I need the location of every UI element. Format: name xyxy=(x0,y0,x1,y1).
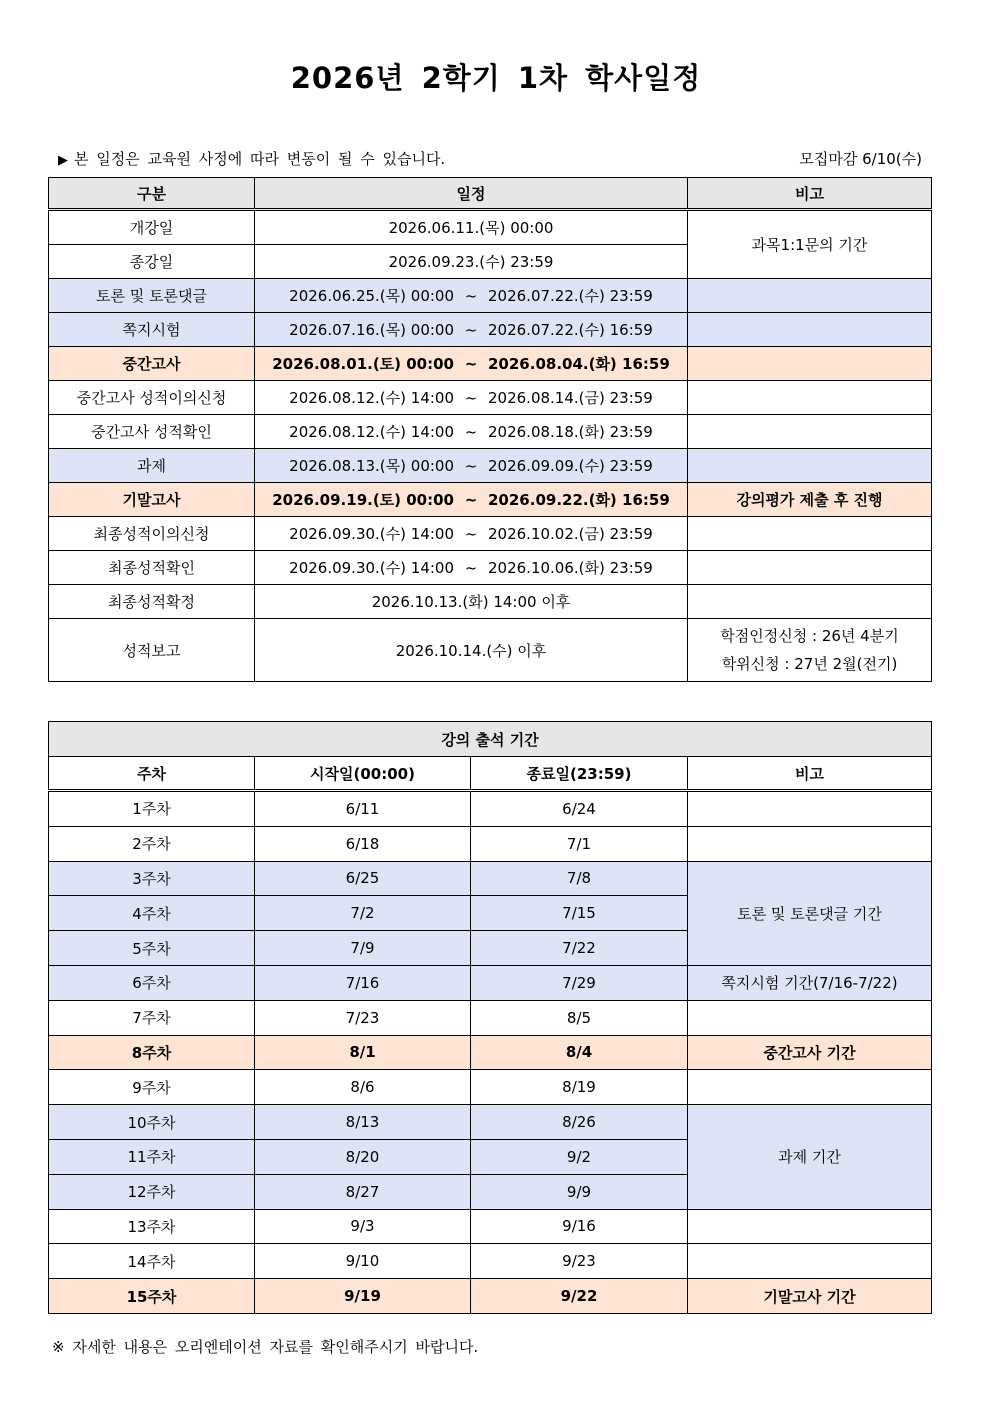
week-note: 기말고사 기간 xyxy=(688,1279,932,1314)
schedule-row xyxy=(49,210,932,245)
schedule-category: 개강일 xyxy=(49,210,255,245)
week-end: 7/29 xyxy=(471,965,688,1000)
schedule-category: 종강일 xyxy=(49,245,255,279)
schedule-note xyxy=(688,619,932,682)
week-start: 9/10 xyxy=(255,1244,471,1279)
week-row xyxy=(49,1244,932,1279)
schedule-category: 최종성적확정 xyxy=(49,585,255,619)
schedule-note xyxy=(688,449,932,483)
week-end: 8/5 xyxy=(471,1000,688,1035)
range-separator: ~ xyxy=(464,355,478,373)
schedule-category: 최종성적확인 xyxy=(49,551,255,585)
schedule-row xyxy=(49,585,932,619)
week-week: 2주차 xyxy=(49,826,255,861)
range-start: 2026.08.01.(토) 00:00 xyxy=(272,355,454,373)
range-separator: ~ xyxy=(464,287,478,305)
week-start: 9/19 xyxy=(255,1279,471,1314)
header-note: 비고 xyxy=(688,178,932,210)
week-week: 7주차 xyxy=(49,1000,255,1035)
schedule-row xyxy=(49,313,932,347)
week-note xyxy=(688,1209,932,1244)
week-start: 7/23 xyxy=(255,1000,471,1035)
week-week: 8주차 xyxy=(49,1035,255,1070)
range-end: 2026.10.06.(화) 23:59 xyxy=(488,559,653,577)
schedule-row xyxy=(49,483,932,517)
range-separator: ~ xyxy=(464,525,478,543)
range-end: 2026.08.18.(화) 23:59 xyxy=(488,423,653,441)
schedule-category: 쪽지시험 xyxy=(49,313,255,347)
week-end: 8/4 xyxy=(471,1035,688,1070)
week-week: 11주차 xyxy=(49,1139,255,1174)
date-range xyxy=(272,353,670,374)
attendance-caption: 강의 출석 기간 xyxy=(49,722,932,757)
week-note: 과제 기간 xyxy=(688,1105,932,1209)
schedule-note xyxy=(688,313,932,347)
schedule-period xyxy=(255,415,688,449)
week-start: 6/18 xyxy=(255,826,471,861)
week-week: 13주차 xyxy=(49,1209,255,1244)
schedule-period xyxy=(255,210,688,245)
schedule-category: 기말고사 xyxy=(49,483,255,517)
week-start: 9/3 xyxy=(255,1209,471,1244)
schedule-period xyxy=(255,551,688,585)
schedule-row xyxy=(49,381,932,415)
week-note xyxy=(688,1000,932,1035)
week-end: 8/19 xyxy=(471,1070,688,1105)
header-start: 시작일(00:00) xyxy=(255,757,471,791)
date-range xyxy=(289,523,653,544)
range-start: 2026.06.25.(목) 00:00 xyxy=(289,287,454,305)
week-start: 8/1 xyxy=(255,1035,471,1070)
date-range xyxy=(272,489,670,510)
week-start: 8/6 xyxy=(255,1070,471,1105)
schedule-category: 최종성적이의신청 xyxy=(49,517,255,551)
schedule-category: 중간고사 성적확인 xyxy=(49,415,255,449)
attendance-table xyxy=(48,721,932,1314)
schedule-category: 과제 xyxy=(49,449,255,483)
schedule-period xyxy=(255,245,688,279)
range-separator: ~ xyxy=(464,389,478,407)
header-note: 비고 xyxy=(688,757,932,791)
week-row xyxy=(49,1279,932,1314)
schedule-row xyxy=(49,279,932,313)
range-start: 2026.08.12.(수) 14:00 xyxy=(289,389,454,407)
week-note xyxy=(688,826,932,861)
date-range xyxy=(289,285,653,306)
schedule-note xyxy=(688,517,932,551)
week-start: 8/20 xyxy=(255,1139,471,1174)
footer-note: ※ 자세한 내용은 오리엔테이션 자료를 확인해주시기 바랍니다. xyxy=(52,1338,479,1356)
week-end: 7/22 xyxy=(471,931,688,966)
schedule-period xyxy=(255,449,688,483)
schedule-row xyxy=(49,415,932,449)
week-week: 4주차 xyxy=(49,896,255,931)
range-end: 2026.10.02.(금) 23:59 xyxy=(488,525,653,543)
date-range xyxy=(289,557,653,578)
week-start: 6/11 xyxy=(255,791,471,827)
schedule-period xyxy=(255,279,688,313)
week-end: 9/16 xyxy=(471,1209,688,1244)
week-row xyxy=(49,791,932,827)
schedule-note xyxy=(688,381,932,415)
range-start: 2026.09.30.(수) 14:00 xyxy=(289,525,454,543)
credit-note: 학점인정신청 : 26년 4분기 xyxy=(720,627,899,645)
week-end: 8/26 xyxy=(471,1105,688,1140)
week-end: 9/22 xyxy=(471,1279,688,1314)
schedule-period xyxy=(255,347,688,381)
schedule-period xyxy=(255,585,688,619)
week-end: 7/1 xyxy=(471,826,688,861)
schedule-note: 강의평가 제출 후 진행 xyxy=(688,483,932,517)
schedule-row xyxy=(49,551,932,585)
range-start: 2026.08.12.(수) 14:00 xyxy=(289,423,454,441)
single-date: 2026.09.23.(수) 23:59 xyxy=(388,253,554,271)
week-note: 쪽지시험 기간(7/16-7/22) xyxy=(688,965,932,1000)
week-row xyxy=(49,1105,932,1140)
schedule-note: 과목1:1문의 기간 xyxy=(688,210,932,279)
single-date: 2026.06.11.(목) 00:00 xyxy=(388,219,554,237)
date-range xyxy=(289,455,653,476)
schedule-period xyxy=(255,381,688,415)
range-end: 2026.09.09.(수) 23:59 xyxy=(488,457,653,475)
range-end: 2026.08.04.(화) 16:59 xyxy=(488,355,670,373)
week-week: 5주차 xyxy=(49,931,255,966)
week-row xyxy=(49,1070,932,1105)
week-row xyxy=(49,861,932,896)
schedule-note xyxy=(688,347,932,381)
schedule-note xyxy=(688,279,932,313)
week-row xyxy=(49,1209,932,1244)
triangle-right-icon: ▶ xyxy=(58,153,68,168)
header-schedule: 일정 xyxy=(255,178,688,210)
attendance-caption-row xyxy=(49,722,932,757)
week-end: 6/24 xyxy=(471,791,688,827)
range-start: 2026.09.30.(수) 14:00 xyxy=(289,559,454,577)
week-week: 1주차 xyxy=(49,791,255,827)
schedule-note xyxy=(688,585,932,619)
week-row xyxy=(49,1000,932,1035)
schedule-row xyxy=(49,449,932,483)
range-end: 2026.08.14.(금) 23:59 xyxy=(488,389,653,407)
range-separator: ~ xyxy=(464,559,478,577)
week-end: 7/8 xyxy=(471,861,688,896)
schedule-category: 성적보고 xyxy=(49,619,255,682)
week-week: 14주차 xyxy=(49,1244,255,1279)
notice-row xyxy=(48,146,922,168)
date-range xyxy=(289,421,653,442)
schedule-period xyxy=(255,619,688,682)
schedule-row xyxy=(49,619,932,682)
notice-text: 본 일정은 교육원 사정에 따라 변동이 될 수 있습니다. xyxy=(74,150,446,168)
range-separator: ~ xyxy=(464,457,478,475)
recruit-deadline: 모집마감 6/10(수) xyxy=(799,150,922,168)
schedule-header-row xyxy=(49,178,932,210)
schedule-period xyxy=(255,483,688,517)
week-start: 8/27 xyxy=(255,1174,471,1209)
week-note: 토론 및 토론댓글 기간 xyxy=(688,861,932,965)
date-range xyxy=(289,387,653,408)
week-week: 9주차 xyxy=(49,1070,255,1105)
single-date: 2026.10.13.(화) 14:00 이후 xyxy=(371,593,571,611)
schedule-table xyxy=(48,177,932,682)
range-start: 2026.07.16.(목) 00:00 xyxy=(289,321,454,339)
week-week: 6주차 xyxy=(49,965,255,1000)
header-end: 종료일(23:59) xyxy=(471,757,688,791)
schedule-category: 중간고사 성적이의신청 xyxy=(49,381,255,415)
week-end: 9/9 xyxy=(471,1174,688,1209)
range-start: 2026.09.19.(토) 00:00 xyxy=(272,491,454,509)
notice xyxy=(58,148,445,169)
week-note: 중간고사 기간 xyxy=(688,1035,932,1070)
week-row xyxy=(49,826,932,861)
week-week: 15주차 xyxy=(49,1279,255,1314)
week-end: 7/15 xyxy=(471,896,688,931)
range-end: 2026.07.22.(수) 16:59 xyxy=(488,321,653,339)
header-category: 구분 xyxy=(49,178,255,210)
schedule-note xyxy=(688,415,932,449)
week-week: 3주차 xyxy=(49,861,255,896)
week-start: 6/25 xyxy=(255,861,471,896)
schedule-period xyxy=(255,313,688,347)
schedule-note xyxy=(688,551,932,585)
week-row xyxy=(49,965,932,1000)
week-end: 9/23 xyxy=(471,1244,688,1279)
week-start: 8/13 xyxy=(255,1105,471,1140)
week-note xyxy=(688,1244,932,1279)
schedule-row xyxy=(49,347,932,381)
week-note xyxy=(688,1070,932,1105)
week-end: 9/2 xyxy=(471,1139,688,1174)
week-row xyxy=(49,1035,932,1070)
attendance-header-row xyxy=(49,757,932,791)
range-start: 2026.08.13.(목) 00:00 xyxy=(289,457,454,475)
range-separator: ~ xyxy=(464,491,478,509)
degree-note: 학위신청 : 27년 2월(전기) xyxy=(721,655,898,673)
week-start: 7/16 xyxy=(255,965,471,1000)
range-separator: ~ xyxy=(464,321,478,339)
week-start: 7/2 xyxy=(255,896,471,931)
page-title: 2026년 2학기 1차 학사일정 xyxy=(290,61,702,95)
schedule-period xyxy=(255,517,688,551)
schedule-category: 토론 및 토론댓글 xyxy=(49,279,255,313)
header-week: 주차 xyxy=(49,757,255,791)
single-date: 2026.10.14.(수) 이후 xyxy=(395,641,547,660)
week-week: 10주차 xyxy=(49,1105,255,1140)
schedule-row xyxy=(49,517,932,551)
range-separator: ~ xyxy=(464,423,478,441)
date-range xyxy=(289,319,653,340)
range-end: 2026.07.22.(수) 23:59 xyxy=(488,287,653,305)
week-note xyxy=(688,791,932,827)
week-start: 7/9 xyxy=(255,931,471,966)
range-end: 2026.09.22.(화) 16:59 xyxy=(488,491,670,509)
schedule-category: 중간고사 xyxy=(49,347,255,381)
week-week: 12주차 xyxy=(49,1174,255,1209)
